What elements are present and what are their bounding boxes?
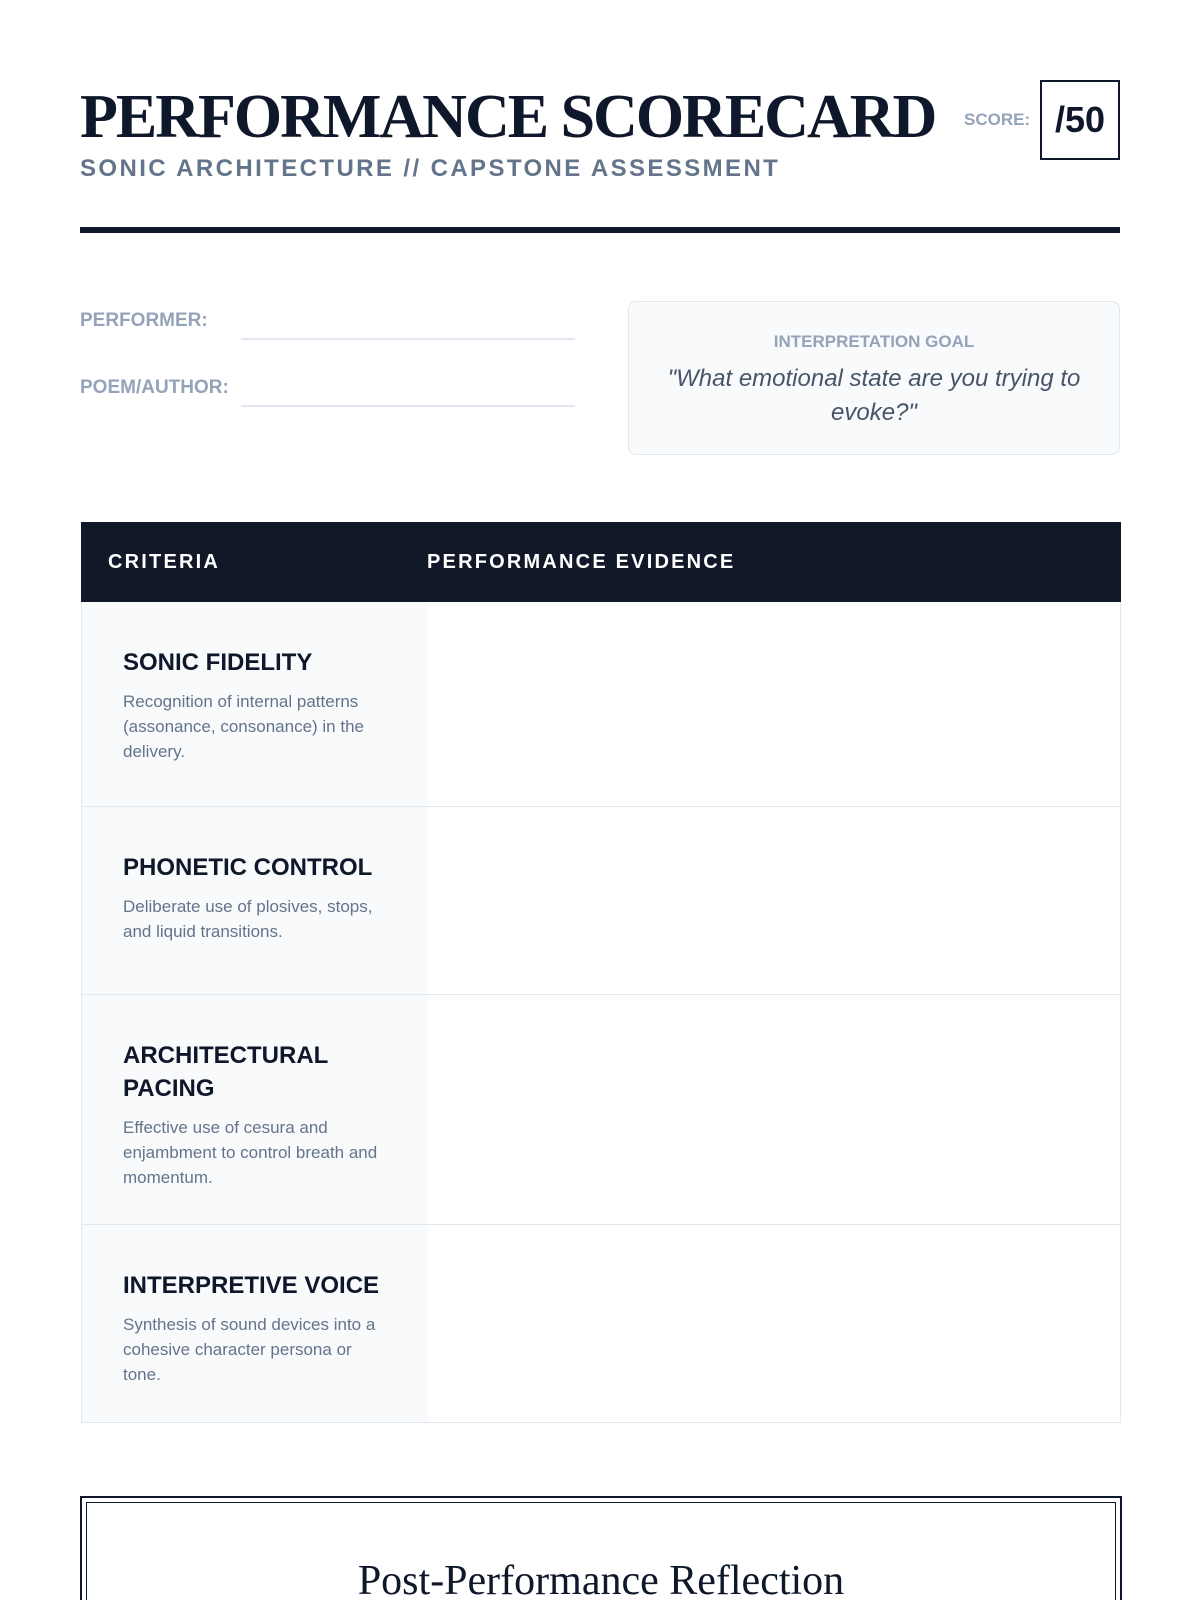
score-label: SCORE: [964, 110, 1031, 129]
interpretation-goal-title: INTERPRETATION GOAL [773, 332, 975, 351]
table-header [81, 522, 1121, 602]
table-row [82, 602, 1120, 807]
interpretation-goal-question: "What emotional state are you trying to evoke?" [667, 365, 1081, 426]
score-box[interactable]: /50 [1040, 80, 1120, 160]
evidence-cell[interactable] [428, 995, 1120, 1224]
reflection-title: Post-Performance Reflection [357, 1558, 845, 1600]
criteria-cell [82, 995, 428, 1224]
criteria-name: SONIC FIDELITY [123, 649, 313, 676]
criteria-cell [82, 602, 428, 806]
performer-label: PERFORMER: [80, 310, 208, 331]
criteria-cell [82, 807, 428, 994]
criteria-description: Synthesis of sound devices into a cohesive character persona or tone. [123, 1315, 376, 1384]
reflection-section [80, 1496, 1122, 1600]
criteria-table [81, 522, 1121, 1423]
criteria-name: PHONETIC CONTROL [123, 854, 373, 881]
table-row [82, 995, 1120, 1225]
criteria-description: Recognition of internal patterns (assonance, consonance) in the delivery. [123, 692, 364, 761]
page-title: PERFORMANCE SCORECARD [80, 83, 936, 151]
interpretation-goal-box [628, 301, 1120, 455]
evidence-cell[interactable] [428, 602, 1120, 806]
column-header-evidence: PERFORMANCE EVIDENCE [427, 550, 736, 573]
table-row [82, 1225, 1120, 1422]
poem-author-label: POEM/AUTHOR: [80, 377, 229, 398]
column-header-criteria: CRITERIA [108, 550, 221, 573]
page-subtitle: SONIC ARCHITECTURE // CAPSTONE ASSESSMENT [80, 155, 781, 182]
evidence-cell[interactable] [428, 1225, 1120, 1422]
criteria-cell [82, 1225, 428, 1422]
evidence-cell[interactable] [428, 807, 1120, 994]
criteria-name: INTERPRETIVE VOICE [123, 1272, 380, 1299]
criteria-name: ARCHITECTURAL PACING [123, 1042, 328, 1102]
performer-field[interactable] [241, 306, 575, 340]
poem-author-field[interactable] [241, 373, 575, 407]
header-divider [80, 227, 1120, 233]
criteria-description: Deliberate use of plosives, stops, and liquid transitions. [123, 897, 373, 941]
criteria-description: Effective use of cesura and enjambment to control breath and momentum. [123, 1118, 378, 1187]
table-row [82, 807, 1120, 995]
